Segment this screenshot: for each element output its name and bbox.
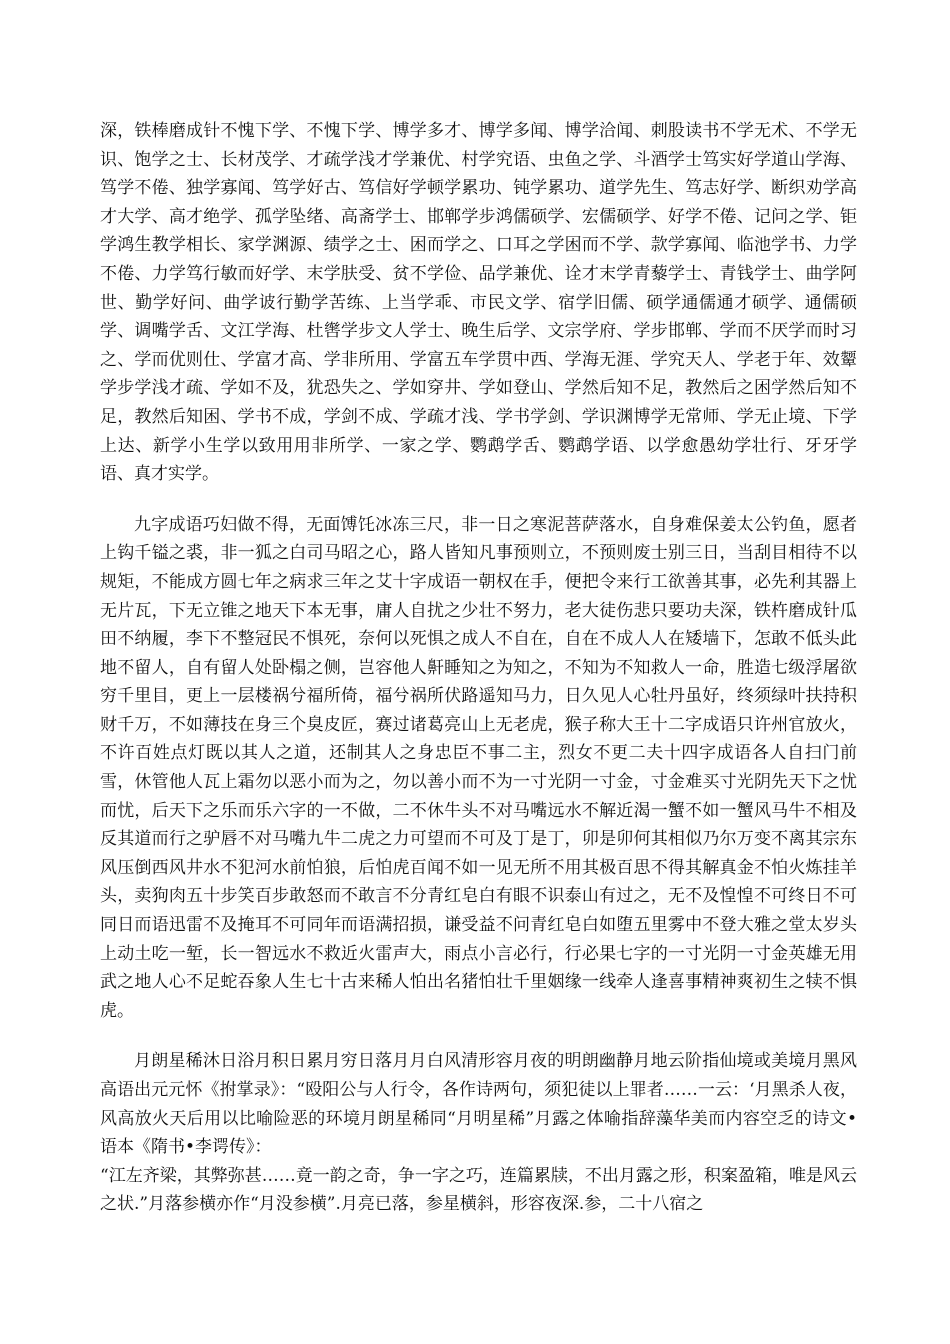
paragraph-moon-idioms: 月朗星稀沐日浴月积日累月穷日落月月白风清形容月夜的明朗幽静月地云阶指仙境或美境月黑风高语出元元怀《拊掌录》：“殴阳公与人行令，各作诗两句，须犯徒以上罪者……一云：‘月黑杀人夜，风高放火天后用以比喻险恶的环境月朗星稀同“月明星稀”月露之体喻指辞藻华美而内容空乏的诗文•语本《隋书•李谔传》：	[100, 1051, 857, 1158]
paragraph-long-idioms: 九字成语巧妇做不得，无面馎饦冰冻三尺，非一日之寒泥菩萨落水，自身难保姜太公钓鱼，愿者上钩千镒之裘，非一狐之白司马昭之心，路人皆知凡事预则立，不预则废士别三日，当刮目相待不以规矩，不能成方圆七年之病求三年之艾十字成语一朝权在手，便把令来行工欲善其事，必先利其器上无片瓦，下无立锥之地天下本无事，庸人自扰之少壮不努力，老大徒伤悲只要功夫深，铁杵磨成针瓜田不纳履，李下不整冠民不惧死，奈何以死惧之成人不自在，自在不成人人在矮墙下，怎敢不低头此地不留人，自有留人处卧榻之侧，岂容他人鼾睡知之为知之，不知为不知救人一命，胜造七级浮屠欲穷千里目，更上一层楼祸兮福所倚，福兮祸所伏路遥知马力，日久见人心牡丹虽好，终须绿叶扶持积财千万，不如薄技在身三个臭皮匠，赛过诸葛亮山上无老虎，猴子称大王十二字成语只许州官放火，不许百姓点灯既以其人之道，还制其人之身忠臣不事二主，烈女不更二夫十四字成语各人自扫门前雪，休管他人瓦上霜勿以恶小而为之，勿以善小而不为一寸光阴一寸金，寸金难买寸光阴先天下之忧而忧，后天下之乐而乐六字的一不做，二不休牛头不对马嘴远水不解近渴一蟹不如一蟹风马牛不相及反其道而行之驴唇不对马嘴九牛二虎之力可望而不可及丁是丁，卯是卯何其相似乃尔万变不离其宗东风压倒西风井水不犯河水前怕狼，后怕虎百闻不如一见无所不用其极百思不得其解真金不怕火炼挂羊头，卖狗肉五十步笑百步敢怒而不敢言不分青红皂白有眼不识泰山有过之，无不及惶惶不可终日不可同日而语迅雷不及掩耳不可同年而语满招损，谦受益不问青红皂白如堕五里雾中不登大雅之堂太岁头上动土吃一堑，长一智远水不救近火雷声大，雨点小言必行，行必果七字的一寸光阴一寸金英雄无用武之地人心不足蛇吞象人生七十古来稀人怕出名猪怕壮千里姻缘一线牵人逢喜事精神爽初生之犊不惧虎。	[100, 514, 857, 1021]
document-body	[100, 117, 857, 1219]
paragraph-quotation: “江左齐梁，其弊弥甚……竟一韵之奇，争一字之巧，连篇累牍，不出月露之形，积案盈箱，唯是风云之状.”月落参横亦作“月没参横”.月亮已落，参星横斜，形容夜深.参，二十八宿之	[100, 1165, 857, 1215]
paragraph-learning-idioms: 深，铁棒磨成针不愧下学、不愧下学、博学多才、博学多闻、博学洽闻、刺股读书不学无术、不学无识、饱学之士、长材茂学、才疏学浅才学兼优、村学究语、虫鱼之学、斗酒学士笃实好学道山学海、笃学不倦、独学寡闻、笃学好古、笃信好学顿学累功、钝学累功、道学先生、笃志好学、断织劝学高才大学、高才绝学、孤学坠绪、高斋学士、邯郸学步鸿儒硕学、宏儒硕学、好学不倦、记问之学、钜学鸿生教学相长、家学渊源、绩学之士、困而学之、口耳之学困而不学、款学寡闻、临池学书、力学不倦、力学笃行敏而好学、末学肤受、贫不学俭、品学兼优、诠才末学青藜学士、青钱学士、曲学阿世、勤学好问、曲学诐行勤学苦练、上当学乖、市民文学、宿学旧儒、硕学通儒通才硕学、通儒硕学、调嘴学舌、文江学海、杜辔学步文人学士、晚生后学、文宗学府、学步邯郸、学而不厌学而时习之、学而优则仕、学富才高、学非所用、学富五车学贯中西、学海无涯、学究天人、学老于年、效颦学步学浅才疏、学如不及，犹恐失之、学如穿井、学如登山、学然后知不足，教然后之困学然后知不足，教然后知困、学书不成，学剑不成、学疏才浅、学书学剑、学识渊博学无常师、学无止境、下学上达、新学小生学以致用用非所学、一家之学、鹦鹉学舌、鹦鹉学语、以学愈愚幼学壮行、牙牙学语、真才实学。	[100, 121, 857, 485]
